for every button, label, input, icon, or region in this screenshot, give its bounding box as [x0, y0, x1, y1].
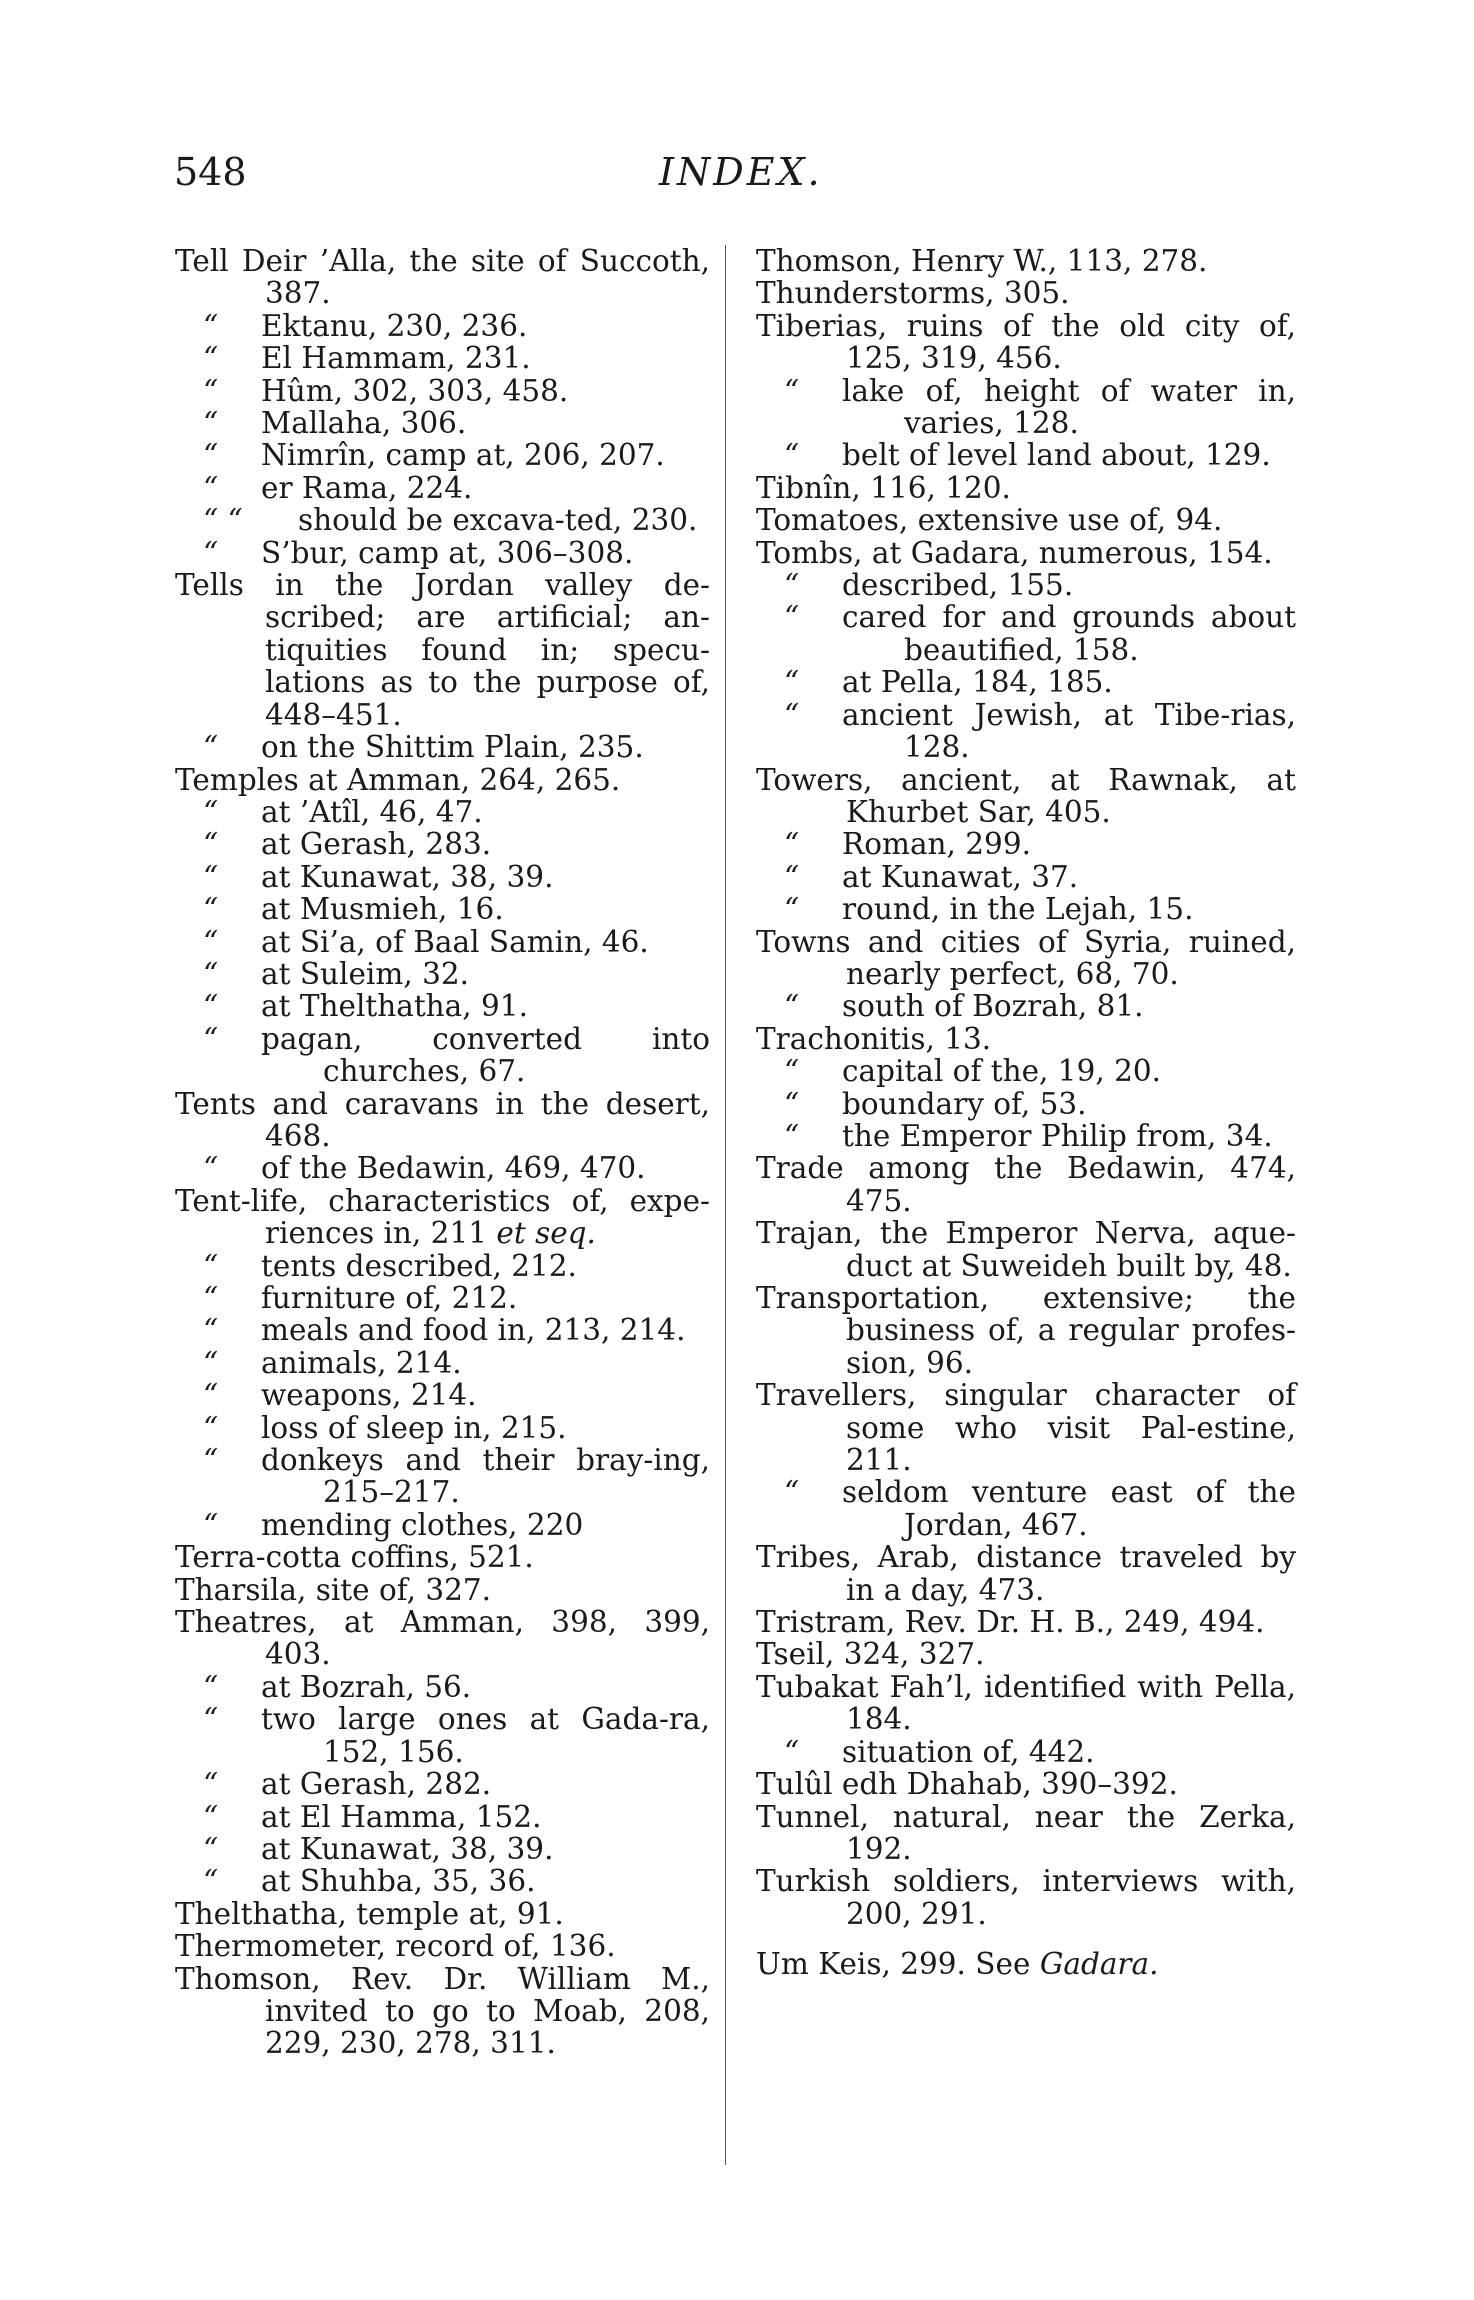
ditto-mark: “	[203, 989, 219, 1024]
cross-reference: Gadara.	[1039, 1947, 1159, 1982]
index-entry	[756, 245, 1296, 277]
ditto-mark: “	[203, 373, 219, 408]
running-head: INDEX.	[659, 150, 823, 194]
entry-text: Thomson, Henry W., 113, 278.	[756, 244, 1208, 278]
entry-text: should be excava-ted, 230.	[298, 503, 698, 538]
index-entry	[756, 504, 1296, 536]
entry-text: Tell Deir ’Alla, the site of Succoth, 387.	[175, 244, 710, 311]
index-subentry	[175, 1768, 710, 1800]
index-entry	[756, 1152, 1296, 1217]
entry-text: at El Hamma, 152.	[261, 1799, 542, 1834]
index-entry	[175, 1930, 710, 1962]
ditto-mark: “	[203, 341, 219, 376]
ditto-mark: “	[203, 1151, 219, 1186]
index-subentry	[175, 893, 710, 925]
entry-text: Tomatoes, extensive use of, 94.	[756, 503, 1223, 538]
index-entry	[756, 1217, 1296, 1282]
index-subentry	[175, 958, 710, 990]
index-entry	[175, 1185, 710, 1250]
ditto-mark: “	[784, 1054, 800, 1089]
index-entry	[756, 1801, 1296, 1866]
index-subentry	[756, 601, 1296, 666]
index-subentry	[175, 1833, 710, 1865]
entry-text: tents described, 212.	[261, 1248, 577, 1283]
entry-text: Thomson, Rev. Dr. William M., invited to go to Moab, 208, 229, 230, 278, 311.	[175, 1961, 710, 2061]
entry-text: Tent-life, characteristics of, expe-riences in, 211	[175, 1183, 710, 1251]
ditto-mark: “	[203, 308, 219, 343]
entry-text: Tharsila, site of, 327.	[175, 1572, 492, 1607]
index-entry	[756, 1541, 1296, 1606]
entry-text: donkeys and their bray-ing, 215–217.	[261, 1443, 710, 1510]
index-entry	[175, 764, 710, 796]
ditto-mark: “	[203, 924, 219, 959]
index-subentry	[175, 1379, 710, 1411]
entry-text: Tseil, 324, 327.	[756, 1637, 985, 1672]
ditto-mark: “	[784, 892, 800, 927]
entry-text: pagan, converted into churches, 67.	[261, 1021, 710, 1089]
entry-text: at Kunawat, 37.	[842, 859, 1079, 894]
entry-text: described, 155.	[842, 568, 1074, 603]
entry-text: Terra-cotta coffins, 521.	[175, 1540, 534, 1575]
ditto-mark: “	[203, 1345, 219, 1380]
entry-text: meals and food in, 213, 214.	[261, 1313, 686, 1348]
entry-text: at Thelthatha, 91.	[261, 989, 528, 1024]
index-subentry	[175, 990, 710, 1022]
ditto-mark: “	[784, 373, 800, 408]
entry-text: belt of level land about, 129.	[842, 438, 1271, 473]
index-entry	[756, 1282, 1296, 1379]
ditto-mark: “	[203, 1864, 219, 1899]
entry-text: Tubakat Fah’l, identified with Pella, 184.	[756, 1669, 1296, 1737]
entry-text: at Si’a, of Baal Samin, 46.	[261, 924, 649, 959]
index-subentry	[175, 731, 710, 763]
index-subentry	[756, 1120, 1296, 1152]
entry-text: at Gerash, 283.	[261, 827, 492, 862]
entry-text: Turkish soldiers, interviews with, 200, 291.	[756, 1864, 1296, 1931]
entry-text: furniture of, 212.	[261, 1281, 518, 1315]
ditto-mark: “	[784, 1086, 800, 1121]
ditto-mark: “	[203, 794, 219, 829]
index-subentry	[175, 861, 710, 893]
index-entry	[756, 926, 1296, 991]
entry-text: Tells in the Jordan valley de-scribed; are artificial; an-tiquities found in; specu-lations as to the purpose of, 448–451.	[175, 568, 710, 732]
entry-text: at ’Atîl, 46, 47.	[261, 794, 483, 829]
entry-text: on the Shittim Plain, 235.	[261, 730, 644, 765]
ditto-mark: “	[784, 600, 800, 635]
index-subentry	[175, 407, 710, 439]
entry-text: at Kunawat, 38, 39.	[261, 1831, 554, 1866]
ditto-mark: “	[203, 1443, 219, 1478]
index-entry	[756, 472, 1296, 504]
index-subentry	[756, 439, 1296, 471]
entry-text: at Pella, 184, 185.	[842, 665, 1113, 700]
index-subentry	[756, 861, 1296, 893]
ditto-mark: “	[203, 956, 219, 991]
ditto-mark: “	[203, 859, 219, 894]
index-entry	[756, 277, 1296, 309]
ditto-mark: “	[203, 1799, 219, 1834]
index-subentry	[175, 1509, 710, 1541]
index-subentry	[175, 796, 710, 828]
entry-text: of the Bedawin, 469, 470.	[261, 1151, 646, 1186]
ditto-mark: “	[203, 1248, 219, 1283]
entry-text: Tiberias, ruins of the old city of, 125, 319, 456.	[756, 308, 1296, 376]
entry-text: Tombs, at Gadara, numerous, 154.	[756, 535, 1273, 570]
ditto-mark: “	[784, 1475, 800, 1510]
ditto-mark: “	[784, 827, 800, 862]
ditto-mark: “	[784, 859, 800, 894]
ditto-mark: “	[203, 1281, 219, 1315]
ditto-mark: “	[203, 1021, 219, 1056]
column-divider	[725, 245, 726, 2165]
index-subentry	[175, 926, 710, 958]
index-subentry	[175, 1444, 710, 1509]
ditto-mark: “	[784, 1734, 800, 1769]
index-subentry	[175, 1412, 710, 1444]
entry-text: er Rama, 224.	[261, 470, 473, 505]
index-subentry	[175, 828, 710, 860]
index-subentry	[175, 1023, 710, 1088]
index-subentry	[175, 1152, 710, 1184]
entry-text: Ektanu, 230, 236.	[261, 308, 528, 343]
ditto-mark: “ “	[203, 503, 243, 538]
index-subentry	[756, 828, 1296, 860]
entry-text: at Musmieh, 16.	[261, 892, 504, 927]
page-number: 548	[174, 150, 247, 194]
index-subentry	[175, 504, 710, 536]
entry-text: Towns and cities of Syria, ruined, nearly perfect, 68, 70.	[756, 924, 1296, 991]
index-entry	[756, 1865, 1296, 1930]
entry-text: animals, 214.	[261, 1345, 462, 1380]
entry-text: situation of, 442.	[842, 1734, 1095, 1769]
entry-text: Trajan, the Emperor Nerva, aque-duct at Suweideh built by, 48.	[756, 1216, 1296, 1283]
index-entry	[756, 537, 1296, 569]
entry-text: Temples at Amman, 264, 265.	[175, 762, 621, 797]
index-entry	[756, 1638, 1296, 1670]
entry-text: Theatres, at Amman, 398, 399, 403.	[175, 1605, 710, 1672]
index-subentry	[756, 893, 1296, 925]
index-subentry	[175, 1671, 710, 1703]
entry-text: boundary of, 53.	[842, 1086, 1087, 1121]
entry-text: Nimrîn, camp at, 206, 207.	[261, 438, 665, 473]
entry-text: Trade among the Bedawin, 474, 475.	[756, 1151, 1296, 1218]
entry-text: mending clothes, 220	[261, 1507, 584, 1542]
ditto-mark: “	[203, 438, 219, 473]
entry-text: Thermometer, record of, 136.	[175, 1929, 616, 1964]
index-subentry	[175, 1282, 710, 1314]
ditto-mark: “	[203, 1767, 219, 1802]
index-entry	[756, 764, 1296, 829]
entry-text: at Kunawat, 38, 39.	[261, 859, 554, 894]
ditto-mark: “	[203, 1378, 219, 1413]
entry-text: at Gerash, 282.	[261, 1767, 492, 1802]
entry-text: at Suleim, 32.	[261, 956, 469, 991]
entry-text: Um Keis, 299. See	[756, 1947, 1040, 1982]
index-entry	[756, 1768, 1296, 1800]
ditto-mark: “	[203, 535, 219, 570]
index-subentry	[756, 1055, 1296, 1087]
entry-text: loss of sleep in, 215.	[261, 1410, 567, 1445]
entry-text: lake of, height of water in, varies, 128.	[842, 373, 1296, 441]
index-subentry	[175, 472, 710, 504]
index-subentry	[175, 1250, 710, 1282]
ditto-mark: “	[784, 989, 800, 1024]
index-subentry	[175, 310, 710, 342]
entry-text: at Bozrah, 56.	[261, 1669, 472, 1704]
index-subentry	[175, 1865, 710, 1897]
index-entry	[175, 1541, 710, 1573]
ditto-mark: “	[203, 1410, 219, 1445]
ditto-mark: “	[784, 697, 800, 732]
ditto-mark: “	[203, 1702, 219, 1737]
entry-text: capital of the, 19, 20.	[842, 1054, 1162, 1089]
entry-text: weapons, 214.	[261, 1378, 477, 1413]
index-column-right	[756, 245, 1296, 1981]
index-entry	[175, 1606, 710, 1671]
index-entry-last	[756, 1948, 1296, 1980]
ditto-mark: “	[784, 438, 800, 473]
ditto-mark: “	[203, 406, 219, 441]
entry-text: Tulûl edh Dhahab, 390–392.	[756, 1767, 1178, 1802]
index-subentry	[175, 1801, 710, 1833]
ditto-mark: “	[203, 1831, 219, 1866]
entry-text: Tribes, Arab, distance traveled by in a day, 473.	[756, 1540, 1296, 1607]
index-subentry	[175, 375, 710, 407]
ditto-mark: “	[203, 827, 219, 862]
ditto-mark: “	[784, 1118, 800, 1153]
index-subentry	[756, 569, 1296, 601]
index-subentry	[175, 537, 710, 569]
entry-text: Tents and caravans in the desert, 468.	[175, 1086, 710, 1153]
entry-text: Thelthatha, temple at, 91.	[175, 1896, 564, 1931]
entry-text: Hûm, 302, 303, 458.	[261, 373, 569, 408]
ditto-mark: “	[203, 470, 219, 505]
entry-text: Mallaha, 306.	[261, 406, 467, 441]
ditto-mark: “	[203, 1669, 219, 1704]
entry-text: Thunderstorms, 305.	[756, 276, 1070, 311]
index-entry	[175, 1898, 710, 1930]
ditto-mark: “	[784, 665, 800, 700]
index-entry	[175, 1574, 710, 1606]
page-header	[174, 150, 1324, 200]
entry-text: the Emperor Philip from, 34.	[842, 1118, 1273, 1153]
index-subentry	[756, 990, 1296, 1022]
index-subentry	[756, 1476, 1296, 1541]
entry-text: two large ones at Gada-ra, 152, 156.	[261, 1702, 710, 1769]
ditto-mark: “	[203, 1313, 219, 1348]
index-entry	[756, 1671, 1296, 1736]
entry-text: Tristram, Rev. Dr. H. B., 249, 494.	[756, 1605, 1265, 1640]
index-subentry	[175, 1347, 710, 1379]
index-entry	[756, 1606, 1296, 1638]
index-entry	[175, 245, 710, 310]
entry-text: Transportation, extensive; the business of, a regular profes-sion, 96.	[756, 1281, 1296, 1380]
index-entry	[175, 569, 710, 731]
index-entry	[756, 310, 1296, 375]
entry-italic-suffix: et seq.	[487, 1216, 596, 1251]
index-entry	[756, 1023, 1296, 1055]
index-subentry	[756, 1088, 1296, 1120]
index-subentry	[756, 1736, 1296, 1768]
ditto-mark: “	[203, 730, 219, 765]
entry-text: Tibnîn, 116, 120.	[756, 470, 1011, 505]
entry-text: Tunnel, natural, near the Zerka, 192.	[756, 1799, 1296, 1866]
ditto-mark: “	[203, 892, 219, 927]
entry-text: seldom venture east of the Jordan, 467.	[842, 1475, 1296, 1542]
index-subentry	[175, 342, 710, 374]
index-entry	[175, 1963, 710, 2060]
entry-text: Trachonitis, 13.	[756, 1021, 992, 1056]
entry-text: at Shuhba, 35, 36.	[261, 1864, 536, 1899]
ditto-mark: “	[203, 1507, 219, 1542]
ditto-mark: “	[784, 568, 800, 603]
entry-text: Towers, ancient, at Rawnak, at Khurbet Sar, 405.	[756, 762, 1296, 829]
index-subentry	[756, 666, 1296, 698]
index-subentry	[175, 1314, 710, 1346]
entry-text: S’bur, camp at, 306–308.	[261, 535, 634, 570]
entry-text: Travellers, singular character of some who visit Pal-estine, 211.	[756, 1378, 1296, 1478]
entry-text: round, in the Lejah, 15.	[842, 892, 1194, 927]
entry-text: south of Bozrah, 81.	[842, 989, 1144, 1024]
index-subentry	[175, 1703, 710, 1768]
entry-text: cared for and grounds about beautified, 158.	[842, 600, 1296, 667]
index-subentry	[756, 699, 1296, 764]
index-entry	[756, 1379, 1296, 1476]
entry-text: El Hammam, 231.	[261, 341, 531, 376]
index-entry	[175, 1088, 710, 1153]
index-subentry	[756, 375, 1296, 440]
index-subentry	[175, 439, 710, 471]
entry-text: Roman, 299.	[842, 827, 1031, 862]
entry-text: ancient Jewish, at Tibe-rias, 128.	[842, 697, 1296, 765]
index-column-left	[175, 245, 710, 2060]
